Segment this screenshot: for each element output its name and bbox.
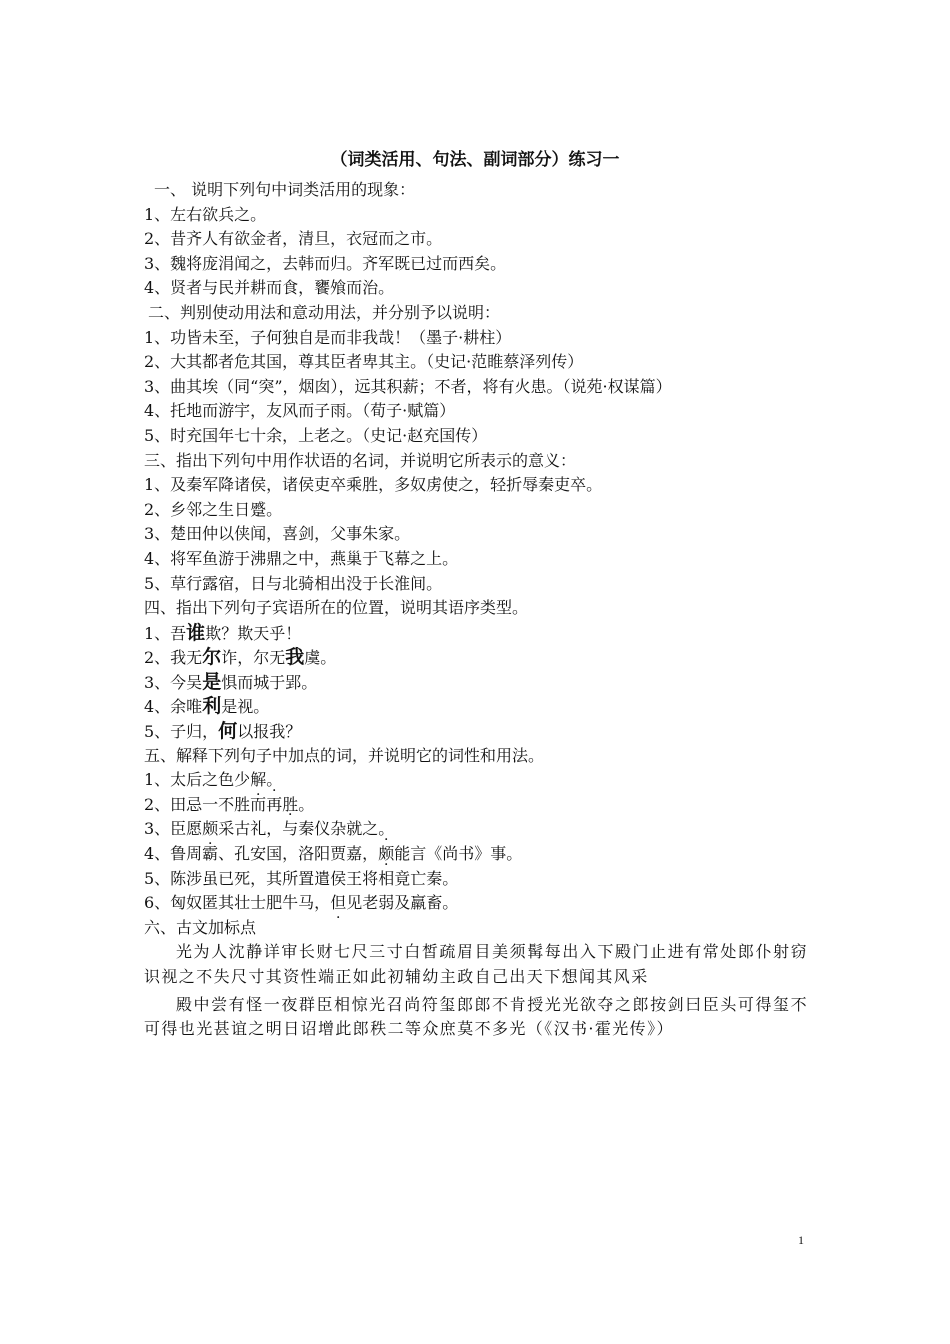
s4-item-1-text: 1、吾 (144, 623, 187, 643)
s4-item-3-text: 3、今吴 (144, 672, 203, 692)
s4-item-5-object: 何 (218, 720, 238, 743)
s4-item-1-rest: 欺？欺天乎！ (205, 623, 302, 643)
s5-item-2-dotted-word: 再 (266, 794, 283, 814)
s5-item-4-rest: 能言《尚书》事。 (394, 844, 523, 864)
s4-item-2-mid: 诈，尔无 (221, 648, 286, 668)
s5-item-1 (144, 768, 808, 793)
s4-item-5-text: 5、子归， (144, 722, 219, 742)
s3-item-5: 5、草行露宿，日与北骑相出没于长淮间。 (144, 573, 443, 593)
punctuation-passage-1: 光为人沈静详审长财七尺三寸白皙疏眉目美须髯每出入下殿门止进有常处郎仆射窃识视之不失尺寸其资性端正如此初辅幼主政自己出天下想闻其风采 (144, 942, 808, 986)
s5-item-5-text: 5、陈涉虽已死，其所置遣侯王将 (144, 868, 379, 888)
s5-item-4 (144, 842, 808, 867)
s5-item-6 (144, 891, 808, 916)
s4-item-1-object: 谁 (186, 621, 206, 644)
s5-item-3-mid: 采古礼， (218, 819, 283, 839)
s5-item-2-rest: 胜。 (282, 794, 315, 814)
s5-item-5 (144, 867, 808, 892)
s5-item-6-text: 6、匈奴匿其壮士肥牛马， (144, 893, 331, 913)
s5-item-2 (144, 793, 808, 818)
section-1-heading: 一、 说明下列句中词类活用的现象： (154, 180, 416, 199)
s5-item-4-dotted-word: 颇 (378, 844, 395, 864)
s2-item-4: 4、托地而游宇，友风而子雨。（荀子·赋篇） (144, 401, 456, 421)
exercise-content (144, 178, 808, 1042)
s4-item-2-object-a: 尔 (202, 646, 222, 669)
s1-item-3: 3、魏将庞涓闻之，去韩而归。齐军既已过而西矣。 (144, 253, 507, 273)
s2-item-3: 3、曲其埃（同“突”，烟囱），远其积薪；不者，将有火患。（说苑·权谋篇） (144, 376, 672, 396)
punctuation-passage-2: 殿中尝有怪一夜群臣相惊光召尚符玺郎郎不肯授光光欲夺之郎按剑曰臣头可得玺不可得也光甚谊之明日诏增此郎秩二等众庶莫不多光（《汉书·霍光传》） (144, 994, 808, 1039)
s5-item-3-rest: 秦仪杂就之。 (298, 819, 395, 839)
s4-item-2-object-b: 我 (285, 646, 305, 669)
s4-item-5 (144, 719, 808, 744)
section-2-heading: 二、判别使动用法和意动用法，并分别予以说明： (148, 302, 501, 322)
s4-item-2-rest: 虞。 (304, 648, 337, 668)
s3-item-3: 3、楚田仲以侠闻，喜剑，父事朱家。 (144, 524, 411, 544)
s5-item-1-dotted-word: 解 (250, 770, 267, 790)
s2-item-2: 2、大其都者危其国，尊其臣者卑其主。（史记·范睢蔡泽列传） (144, 352, 584, 372)
s3-item-4: 4、将军鱼游于沸鼎之中，燕巢于飞幕之上。 (144, 548, 459, 568)
s2-item-1: 1、功皆未至，子何独自是而非我哉！（墨子·耕柱） (144, 327, 512, 347)
s5-item-3-dotted-word-a: 颇 (202, 819, 219, 839)
s5-item-3-text: 3、臣愿 (144, 819, 203, 839)
s4-item-4-object: 利 (202, 695, 222, 718)
s4-item-2 (144, 645, 808, 670)
s1-item-1: 1、左右欲兵之。 (144, 204, 267, 224)
s5-item-5-rest: 竟亡秦。 (394, 868, 459, 888)
s4-item-3-object: 是 (202, 670, 222, 693)
page-number: 1 (798, 1233, 804, 1247)
s4-item-3 (144, 670, 808, 695)
s4-item-5-rest: 以报我？ (237, 722, 302, 742)
s2-item-5: 5、时充国年七十余，上老之。（史记·赵充国传） (144, 425, 488, 445)
s4-item-1 (144, 621, 808, 646)
s5-item-6-dotted-word: 但 (330, 893, 347, 913)
section-4-heading: 四、指出下列句子宾语所在的位置，说明其语序类型。 (144, 598, 529, 618)
s4-item-4-rest: 是视。 (221, 697, 270, 717)
s4-item-3-rest: 惧而城于郢。 (221, 672, 318, 692)
s4-item-4 (144, 694, 808, 719)
s4-item-2-text: 2、我无 (144, 648, 203, 668)
s5-item-1-text: 1、太后之色少 (144, 770, 251, 790)
section-6-heading: 六、古文加标点 (144, 917, 257, 937)
s5-item-3-dotted-word-b: 与 (282, 819, 299, 839)
s5-item-4-text: 4、鲁周霸、孔安国，洛阳贾嘉， (144, 844, 379, 864)
s1-item-2: 2、昔齐人有欲金者，清旦，衣冠而之市。 (144, 229, 443, 249)
s5-item-1-rest: 。 (266, 770, 283, 790)
s1-item-4: 4、贤者与民并耕而食，饔飧而治。 (144, 278, 395, 298)
s5-item-5-dotted-word: 相 (378, 868, 395, 888)
section-3-heading: 三、指出下列句中用作状语的名词，并说明它所表示的意义： (144, 450, 577, 470)
s4-item-4-text: 4、余唯 (144, 697, 203, 717)
page-title: （词类活用、句法、副词部分）练习一 (330, 150, 620, 170)
section-5-heading: 五、解释下列句子中加点的词，并说明它的词性和用法。 (144, 745, 545, 765)
s3-item-2: 2、乡邻之生日蹙。 (144, 499, 283, 519)
s5-item-6-rest: 见老弱及羸畜。 (346, 893, 459, 913)
s5-item-3 (144, 817, 808, 842)
s3-item-1: 1、及秦军降诸侯，诸侯吏卒乘胜，多奴虏使之，轻折辱秦吏卒。 (144, 475, 603, 495)
s5-item-2-text: 2、田忌一不胜而 (144, 794, 267, 814)
